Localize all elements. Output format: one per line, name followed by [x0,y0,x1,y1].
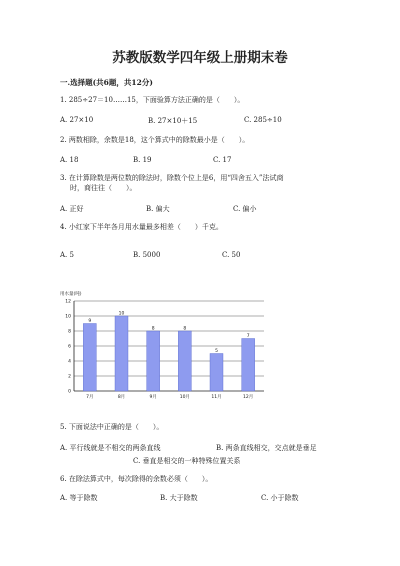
chart-ylabel: 用水量(吨) [60,292,82,297]
q3-option-b[interactable]: B. 偏大 [146,205,170,213]
q5-option-c[interactable]: C. 垂直是相交的一种特殊位置关系 [133,457,241,465]
bar-value-label: 9 [88,319,92,324]
y-tick-label: 0 [68,389,71,395]
bar-8月 [115,316,128,391]
q2-option-c[interactable]: C. 17 [213,156,232,164]
q3-option-c[interactable]: C. 偏小 [233,205,257,213]
x-tick-label: 12月 [243,395,254,400]
water-usage-chart [58,287,270,403]
q5-option-b[interactable]: B. 两条直线相交，交点就是垂足 [216,444,317,452]
x-tick-label: 10月 [179,395,190,400]
x-tick-label: 9月 [149,395,157,400]
q1-option-a[interactable]: A. 27×10 [60,116,94,124]
bar-value-label: 8 [183,326,187,332]
q2-option-a[interactable]: A. 18 [60,156,79,164]
q6-option-a[interactable]: A. 等于除数 [60,494,98,502]
q4-option-a[interactable]: A. 5 [60,251,74,259]
question-6-stem: 6. 在除法算式中，每次除得的余数必须（ ）。 [60,475,213,483]
question-1-stem: 1. 285÷27＝10……15，下面验算方法正确的是（ ）。 [60,96,245,104]
bar-12月 [242,339,255,392]
question-4-stem: 4. 小红家下半年各月用水量最多相差（ ）千克。 [60,223,223,231]
bar-9月 [147,331,160,391]
question-3-stem: 3. 在计算除数是两位数的除法时，除数个位上是6，用“四舍五入”法试商 [60,174,284,182]
question-3-stem-line2: 时，商往往（ ）。 [70,184,137,192]
bar-value-label: 8 [151,326,155,332]
bar-11月 [210,354,223,392]
q6-option-c[interactable]: C. 小于除数 [261,494,299,502]
y-tick-label: 12 [65,299,71,305]
bar-7月 [83,324,96,392]
x-tick-label: 7月 [86,395,94,400]
page-title: 苏教版数学四年级上册期末卷 [112,50,288,66]
bar-value-label: 10 [118,311,125,317]
section-heading: 一.选择题(共6题，共12分) [60,78,153,87]
question-2-stem: 2. 两数相除，余数是18，这个算式中的除数最小是（ ）。 [60,136,250,144]
bar-value-label: 5 [215,349,218,354]
y-tick-label: 2 [68,374,71,380]
bar-10月 [178,331,191,391]
q2-option-b[interactable]: B. 19 [133,156,152,164]
q5-option-a[interactable]: A. 平行线就是不相交的两条直线 [60,444,161,452]
y-tick-label: 4 [68,359,71,365]
y-tick-label: 6 [68,344,71,350]
bar-value-label: 7 [246,334,250,339]
y-tick-label: 8 [68,329,71,335]
q1-option-b[interactable]: B. 27×10＋15 [148,117,198,125]
question-5-stem: 5. 下面说法中正确的是（ ）。 [60,423,164,431]
y-tick-label: 10 [65,314,71,320]
bar-chart-svg [58,287,270,403]
x-tick-label: 8月 [117,395,126,400]
q4-option-b[interactable]: B. 5000 [133,251,161,259]
q4-option-c[interactable]: C. 50 [222,251,241,259]
q1-option-c[interactable]: C. 285÷10 [244,116,282,124]
x-tick-label: 11月 [211,395,222,400]
q6-option-b[interactable]: B. 大于除数 [160,494,198,502]
q3-option-a[interactable]: A. 正好 [60,205,84,213]
